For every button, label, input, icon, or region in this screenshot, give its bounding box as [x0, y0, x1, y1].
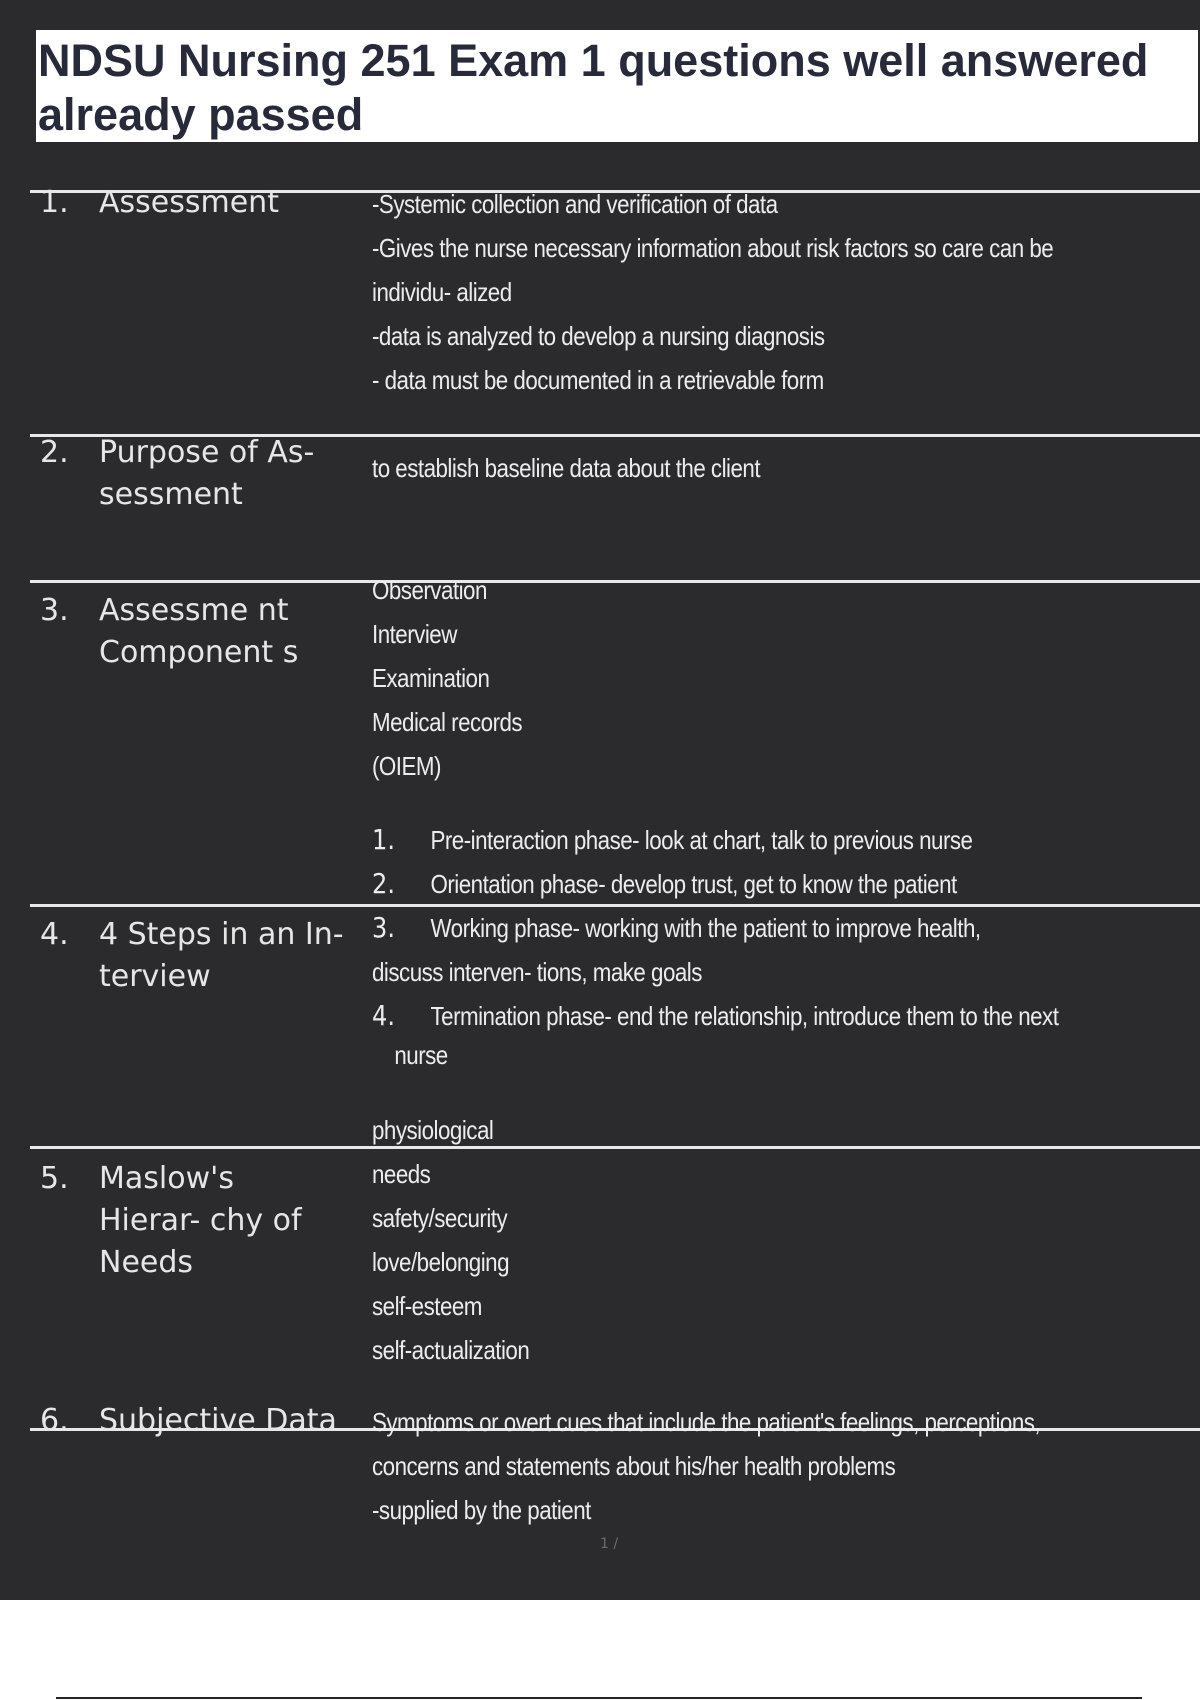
definition-line: Medical records	[372, 707, 523, 737]
card-term-label: Purpose of As- sessment	[99, 435, 315, 512]
definition-line: Observation	[372, 575, 487, 605]
definition-line: self-esteem	[372, 1291, 482, 1321]
page-number: 1 /	[600, 1536, 619, 1552]
card-definition	[372, 182, 1194, 402]
definition-line: concerns and statements about his/her health problems	[372, 1451, 896, 1481]
definition-line: -supplied by the patient	[372, 1495, 591, 1525]
definition-line: to establish baseline data about the client	[372, 453, 761, 483]
interview-step: 3. Working phase- working with the patient to improve health,	[372, 911, 981, 944]
card-definition	[372, 446, 1194, 490]
definition-line: self-actualization	[372, 1335, 530, 1365]
definition-line: needs	[372, 1159, 431, 1189]
card-definition	[372, 568, 1194, 788]
definition-line: -Gives the nurse necessary information about risk factors so care can be	[372, 233, 1054, 263]
card-number: 2.	[40, 435, 69, 470]
definition-line: - data must be documented in a retrievable form	[372, 365, 824, 395]
card-number: 6.	[40, 1403, 69, 1438]
card-number: 1.	[40, 185, 69, 220]
interview-step: 1. Pre-interaction phase- look at chart, talk to previous nurse	[372, 823, 973, 856]
title-banner	[36, 30, 1198, 142]
definition-line: Examination	[372, 663, 490, 693]
card-term-label: Assessment	[99, 185, 279, 220]
definition-line: (OIEM)	[372, 751, 441, 781]
definition-line: -data is analyzed to develop a nursing diagnosis	[372, 321, 825, 351]
page-title: NDSU Nursing 251 Exam 1 questions well answered already passed	[38, 35, 1149, 140]
footer-divider	[56, 1697, 1142, 1699]
card-term-label: Assessme nt Component s	[99, 593, 299, 670]
interview-step: 4. Termination phase- end the relationship, introduce them to the next	[372, 999, 1059, 1032]
interview-step: 2. Orientation phase- develop trust, get to know the patient	[372, 867, 957, 900]
card-term-label: Maslow's Hierar- chy of Needs	[99, 1161, 302, 1280]
definition-line: -Systemic collection and verification of data	[372, 189, 778, 219]
card-number: 4.	[40, 917, 69, 952]
card-number: 5.	[40, 1161, 69, 1196]
card-definition	[372, 1400, 1194, 1532]
interview-step-continuation: discuss interven- tions, make goals	[372, 957, 702, 987]
card-definition	[372, 1108, 1194, 1372]
definition-line: individu- alized	[372, 277, 512, 307]
card-term-label: Subjective Data	[99, 1403, 337, 1438]
definition-line: Interview	[372, 619, 457, 649]
interview-step-continuation: nurse	[394, 1040, 448, 1070]
definition-line: physiological	[372, 1115, 494, 1145]
card-definition	[372, 818, 1194, 1072]
definition-line: Symptoms or overt cues that include the patient's feelings, perceptions,	[372, 1407, 1041, 1437]
card-number: 3.	[40, 593, 69, 628]
definition-line: love/belonging	[372, 1247, 509, 1277]
definition-line: safety/security	[372, 1203, 508, 1233]
card-term-label: 4 Steps in an In- terview	[99, 917, 344, 994]
